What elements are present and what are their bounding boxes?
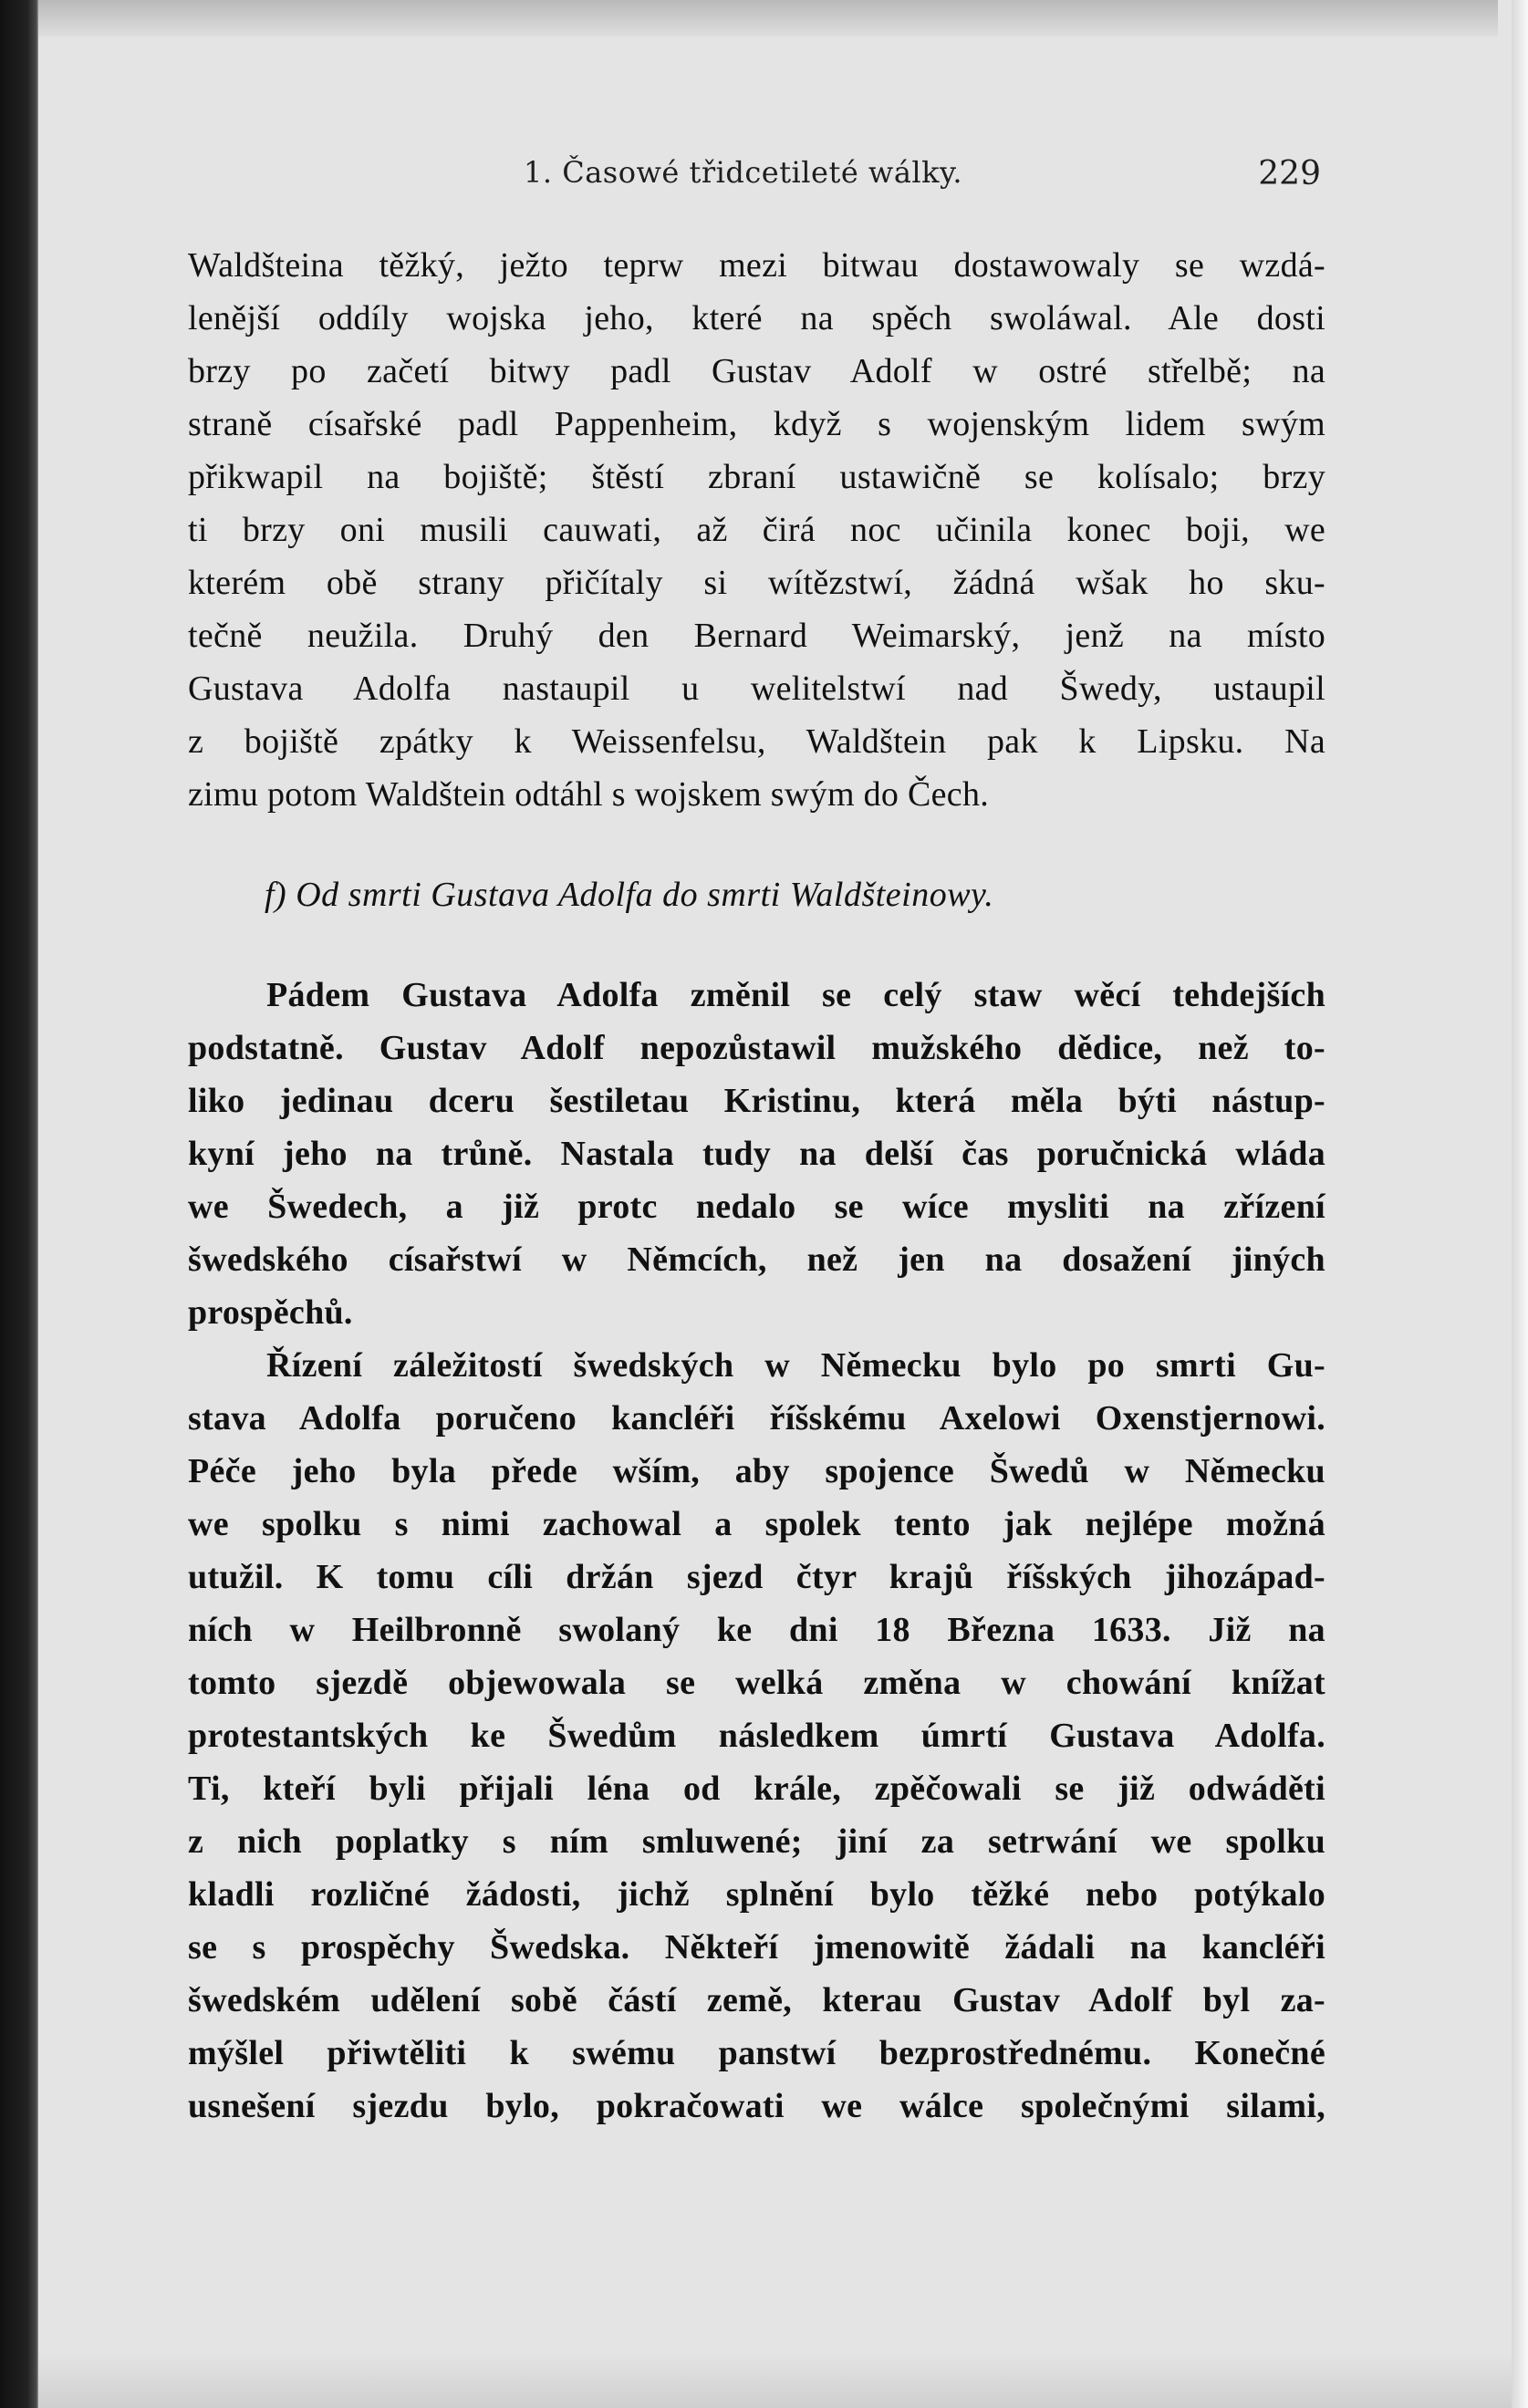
text-line: ních w Heilbronně swolaný ke dni 18 Března 1633. Již na <box>188 1611 1325 1649</box>
text-line: straně císařské padl Pappenheim, když s wojenským lidem swým <box>188 405 1325 443</box>
text-line: šwedském udělení sobě částí země, kterau Gustav Adolf byl za- <box>188 1981 1325 2019</box>
text-line: tečně neužila. Druhý den Bernard Weimarský, jenž na místo <box>188 617 1325 655</box>
body-text <box>188 239 1325 2133</box>
text-line: protestantských ke Šwedům následkem úmrtí Gustava Adolfa. <box>188 1717 1325 1755</box>
paragraph-1 <box>188 239 1325 821</box>
text-line: z nich poplatky s ním smluwené; jiní za setrwání we spolku <box>188 1822 1325 1861</box>
text-line: z bojiště zpátky k Weissenfelsu, Waldštein pak k Lipsku. Na <box>188 722 1325 761</box>
running-title: 1. Časowé třidcetileté wálky. <box>524 155 963 190</box>
page-number: 229 <box>1258 155 1321 192</box>
book-page <box>38 0 1512 2408</box>
text-line: se s prospěchy Šwedska. Někteří jmenowitě žádali na kancléři <box>188 1928 1325 1967</box>
text-line: ti brzy oni musili cauwati, až čirá noc učinila konec boji, we <box>188 511 1325 549</box>
text-line: utužil. K tomu cíli držán sjezd čtyr krajů říšských jihozápad- <box>188 1558 1325 1596</box>
text-line: Pádem Gustava Adolfa změnil se celý staw wěcí tehdejších <box>266 976 1325 1014</box>
text-line: zimu potom Waldštein odtáhl s wojskem swým do Čech. <box>188 775 990 814</box>
spacer <box>188 921 1325 969</box>
text-line: šwedského císařstwí w Němcích, než jen na dosažení jiných <box>188 1240 1325 1279</box>
spacer <box>188 821 1325 868</box>
text-line: kterém obě strany přičítaly si wítězstwí, žádná wšak ho sku- <box>188 564 1325 602</box>
section-heading: f) Od smrti Gustava Adolfa do smrti Waldšteinowy. <box>265 876 994 914</box>
text-line: stava Adolfa poručeno kancléři říšskému Axelowi Oxenstjernowi. <box>188 1399 1325 1438</box>
text-line: lenější oddíly wojska jeho, které na spěch swoláwal. Ale dosti <box>188 299 1325 337</box>
paragraph-3 <box>188 1339 1325 2133</box>
text-line: Řízení záležitostí šwedských w Německu bylo po smrti Gu- <box>266 1346 1325 1385</box>
running-head <box>524 155 1321 210</box>
text-line: kladli rozličné žádosti, jichž splnění bylo těžké nebo potýkalo <box>188 1875 1325 1914</box>
text-line: we Šwedech, a již protc nedalo se wíce mysliti na zřízení <box>188 1188 1325 1226</box>
page-bottom-shadow <box>38 2353 1512 2408</box>
text-line: we spolku s nimi zachowal a spolek tento jak nejlépe možná <box>188 1505 1325 1543</box>
text-line: Gustava Adolfa nastaupil u welitelstwí nad Šwedy, ustaupil <box>188 669 1325 708</box>
text-line: brzy po začetí bitwy padl Gustav Adolf w ostré střelbě; na <box>188 352 1325 390</box>
paragraph-2 <box>188 969 1325 1339</box>
book-binding-shadow <box>0 0 38 2408</box>
text-line: podstatně. Gustav Adolf nepozůstawil mužského dědice, než to- <box>188 1029 1325 1067</box>
text-line: mýšlel přiwtěliti k swému panstwí bezprostřednému. Konečné <box>188 2034 1325 2072</box>
text-line: přikwapil na bojiště; štěstí zbraní ustawičně se kolísalo; brzy <box>188 458 1325 496</box>
text-line: Ti, kteří byli přijali léna od krále, zpěčowali se již odwáděti <box>188 1770 1325 1808</box>
text-line: usnešení sjezdu bylo, pokračowati we wálce společnými silami, <box>188 2087 1325 2125</box>
text-line: tomto sjezdě objewowala se welká změna w chowání knížat <box>188 1664 1325 1702</box>
text-line: prospěchů. <box>188 1293 353 1332</box>
text-line: Péče jeho byla přede wším, aby spojence Šwedů w Německu <box>188 1452 1325 1490</box>
text-line: kyní jeho na trůně. Nastala tudy na delší čas poručnická wláda <box>188 1135 1325 1173</box>
text-line: liko jedinau dceru šestiletau Kristinu, která měla býti nástup- <box>188 1082 1325 1120</box>
text-line: Waldšteina těžký, ježto teprw mezi bitwau dostawowaly se wzdá- <box>188 246 1325 285</box>
page-right-edge <box>1512 0 1528 2408</box>
